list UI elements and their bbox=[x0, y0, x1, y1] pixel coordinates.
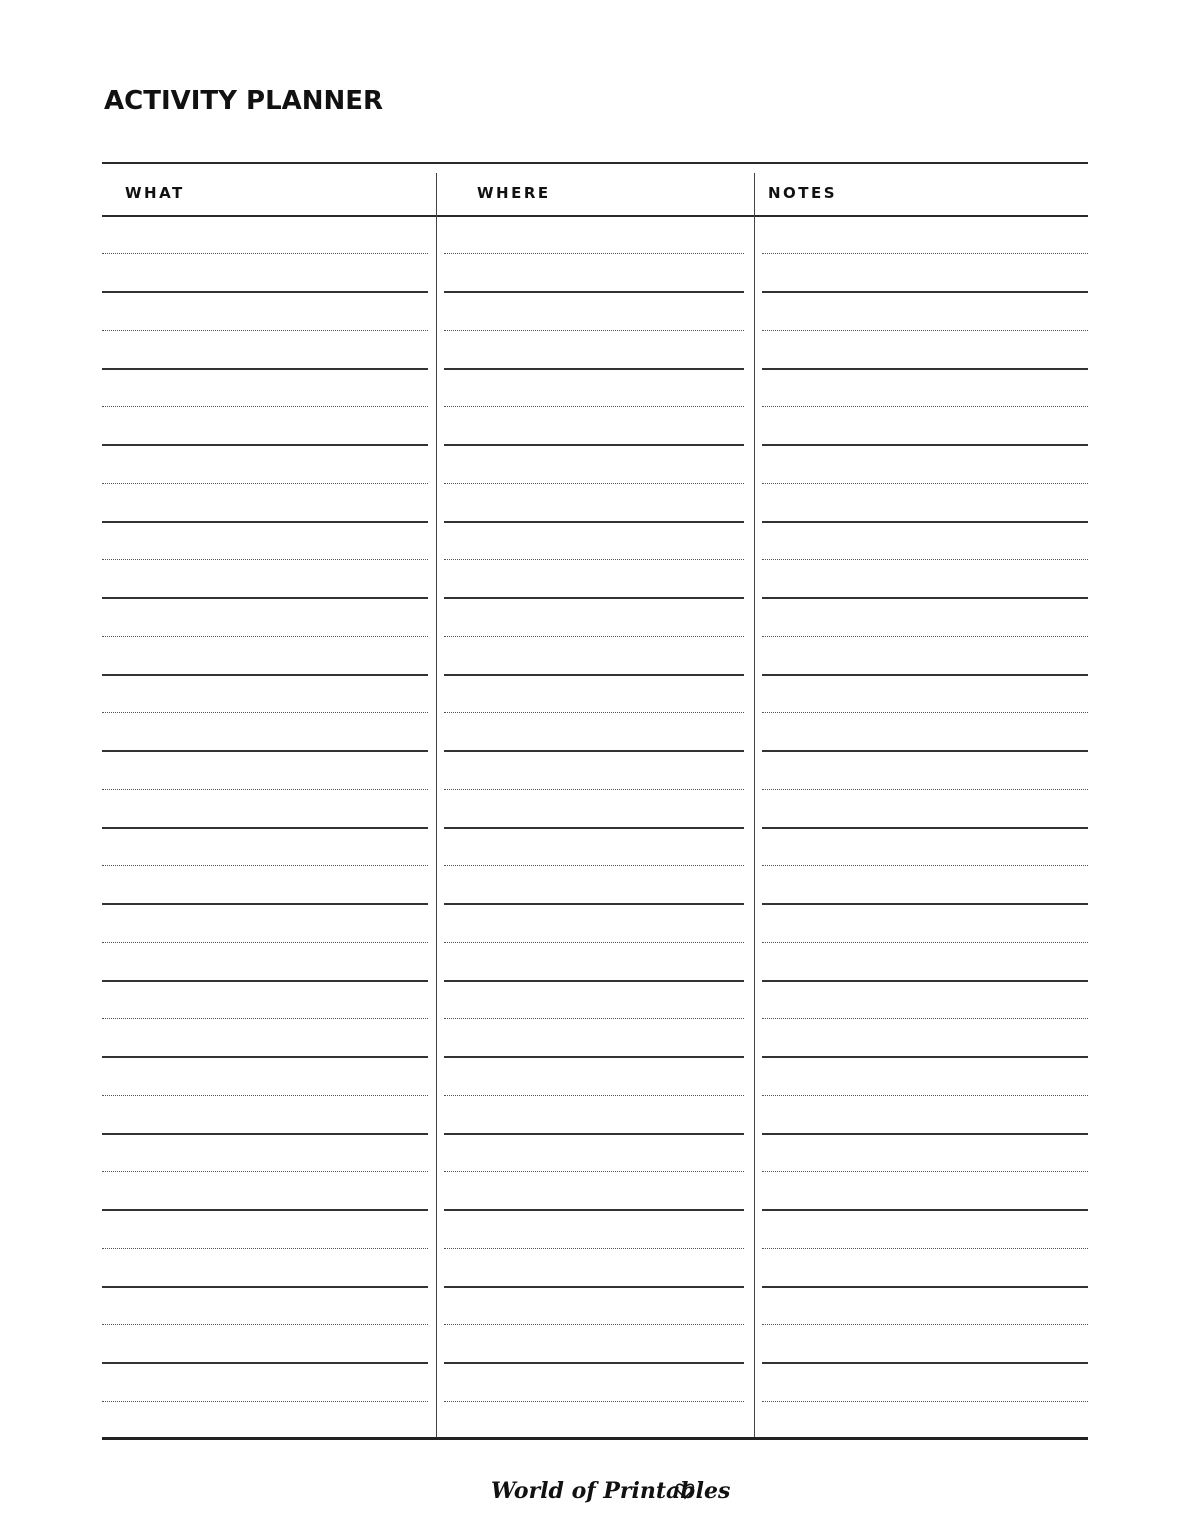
dotted-guide-line-notes bbox=[762, 865, 1088, 866]
writing-line-what bbox=[102, 1133, 428, 1135]
dotted-guide-line-notes bbox=[762, 253, 1088, 254]
writing-line-notes bbox=[762, 291, 1088, 293]
writing-line-where bbox=[444, 980, 744, 982]
writing-line-where bbox=[444, 521, 744, 523]
dotted-guide-line-what bbox=[102, 1095, 428, 1096]
dotted-guide-line-notes bbox=[762, 1095, 1088, 1096]
dotted-guide-line-notes bbox=[762, 636, 1088, 637]
dotted-guide-line-notes bbox=[762, 1018, 1088, 1019]
writing-line-notes bbox=[762, 827, 1088, 829]
brand-logo bbox=[489, 1468, 730, 1516]
writing-line-where bbox=[444, 1209, 744, 1211]
dotted-guide-line-what bbox=[102, 789, 428, 790]
writing-line-what bbox=[102, 674, 428, 676]
writing-line-what bbox=[102, 291, 428, 293]
dotted-guide-line-notes bbox=[762, 712, 1088, 713]
dotted-guide-line-where bbox=[444, 406, 744, 407]
writing-line-notes bbox=[762, 1209, 1088, 1211]
brand-text: World of Printables bbox=[490, 1478, 730, 1504]
table-top-rule bbox=[102, 162, 1088, 164]
writing-line-notes bbox=[762, 1133, 1088, 1135]
dotted-guide-line-what bbox=[102, 253, 428, 254]
writing-line-what bbox=[102, 1056, 428, 1058]
writing-line-where bbox=[444, 674, 744, 676]
dotted-guide-line-where bbox=[444, 330, 744, 331]
table-header-rule bbox=[102, 215, 1088, 217]
dotted-guide-line-what bbox=[102, 1171, 428, 1172]
dotted-guide-line-where bbox=[444, 559, 744, 560]
dotted-guide-line-what bbox=[102, 636, 428, 637]
dotted-guide-line-notes bbox=[762, 789, 1088, 790]
dotted-guide-line-where bbox=[444, 1171, 744, 1172]
dotted-guide-line-where bbox=[444, 1401, 744, 1402]
writing-line-what bbox=[102, 1209, 428, 1211]
writing-line-where bbox=[444, 1056, 744, 1058]
writing-line-where bbox=[444, 444, 744, 446]
writing-line-notes bbox=[762, 674, 1088, 676]
writing-line-what bbox=[102, 597, 428, 599]
dotted-guide-line-notes bbox=[762, 942, 1088, 943]
dotted-guide-line-where bbox=[444, 712, 744, 713]
writing-line-notes bbox=[762, 980, 1088, 982]
column-divider-2 bbox=[754, 173, 755, 1438]
dotted-guide-line-notes bbox=[762, 1248, 1088, 1249]
writing-line-what bbox=[102, 521, 428, 523]
writing-line-what bbox=[102, 980, 428, 982]
dotted-guide-line-where bbox=[444, 1324, 744, 1325]
table-bottom-rule bbox=[102, 1437, 1088, 1440]
dotted-guide-line-where bbox=[444, 1248, 744, 1249]
writing-line-notes bbox=[762, 521, 1088, 523]
dotted-guide-line-where bbox=[444, 483, 744, 484]
writing-line-what bbox=[102, 903, 428, 905]
writing-line-where bbox=[444, 750, 744, 752]
dotted-guide-line-what bbox=[102, 483, 428, 484]
column-header-what: WHAT bbox=[125, 184, 185, 202]
writing-line-where bbox=[444, 1133, 744, 1135]
dotted-guide-line-what bbox=[102, 1248, 428, 1249]
writing-line-notes bbox=[762, 1362, 1088, 1364]
writing-line-what bbox=[102, 750, 428, 752]
writing-line-notes bbox=[762, 903, 1088, 905]
writing-line-what bbox=[102, 1286, 428, 1288]
writing-line-where bbox=[444, 827, 744, 829]
writing-line-notes bbox=[762, 1286, 1088, 1288]
dotted-guide-line-where bbox=[444, 1018, 744, 1019]
dotted-guide-line-notes bbox=[762, 559, 1088, 560]
writing-line-where bbox=[444, 1362, 744, 1364]
writing-line-notes bbox=[762, 597, 1088, 599]
dotted-guide-line-where bbox=[444, 789, 744, 790]
dotted-guide-line-what bbox=[102, 865, 428, 866]
page-title: ACTIVITY PLANNER bbox=[104, 86, 384, 116]
dotted-guide-line-where bbox=[444, 942, 744, 943]
dotted-guide-line-where bbox=[444, 865, 744, 866]
dotted-guide-line-what bbox=[102, 1018, 428, 1019]
writing-line-notes bbox=[762, 444, 1088, 446]
dotted-guide-line-what bbox=[102, 1324, 428, 1325]
column-header-notes: NOTES bbox=[768, 184, 838, 202]
writing-line-what bbox=[102, 368, 428, 370]
dotted-guide-line-notes bbox=[762, 1401, 1088, 1402]
dotted-guide-line-where bbox=[444, 636, 744, 637]
dotted-guide-line-what bbox=[102, 559, 428, 560]
writing-line-where bbox=[444, 903, 744, 905]
dotted-guide-line-where bbox=[444, 253, 744, 254]
dotted-guide-line-notes bbox=[762, 1324, 1088, 1325]
dotted-guide-line-what bbox=[102, 330, 428, 331]
brand-footer bbox=[0, 1468, 1187, 1521]
writing-line-notes bbox=[762, 1056, 1088, 1058]
writing-line-notes bbox=[762, 750, 1088, 752]
dotted-guide-line-where bbox=[444, 1095, 744, 1096]
writing-line-where bbox=[444, 291, 744, 293]
dotted-guide-line-notes bbox=[762, 330, 1088, 331]
dotted-guide-line-notes bbox=[762, 483, 1088, 484]
writing-line-what bbox=[102, 444, 428, 446]
writing-line-what bbox=[102, 827, 428, 829]
dotted-guide-line-notes bbox=[762, 406, 1088, 407]
writing-line-what bbox=[102, 1362, 428, 1364]
dotted-guide-line-what bbox=[102, 406, 428, 407]
writing-line-where bbox=[444, 1286, 744, 1288]
writing-line-where bbox=[444, 597, 744, 599]
column-header-where: WHERE bbox=[477, 184, 551, 202]
dotted-guide-line-notes bbox=[762, 1171, 1088, 1172]
column-divider-1 bbox=[436, 173, 437, 1438]
dotted-guide-line-what bbox=[102, 942, 428, 943]
writing-line-notes bbox=[762, 368, 1088, 370]
writing-line-where bbox=[444, 368, 744, 370]
dotted-guide-line-what bbox=[102, 1401, 428, 1402]
dotted-guide-line-what bbox=[102, 712, 428, 713]
